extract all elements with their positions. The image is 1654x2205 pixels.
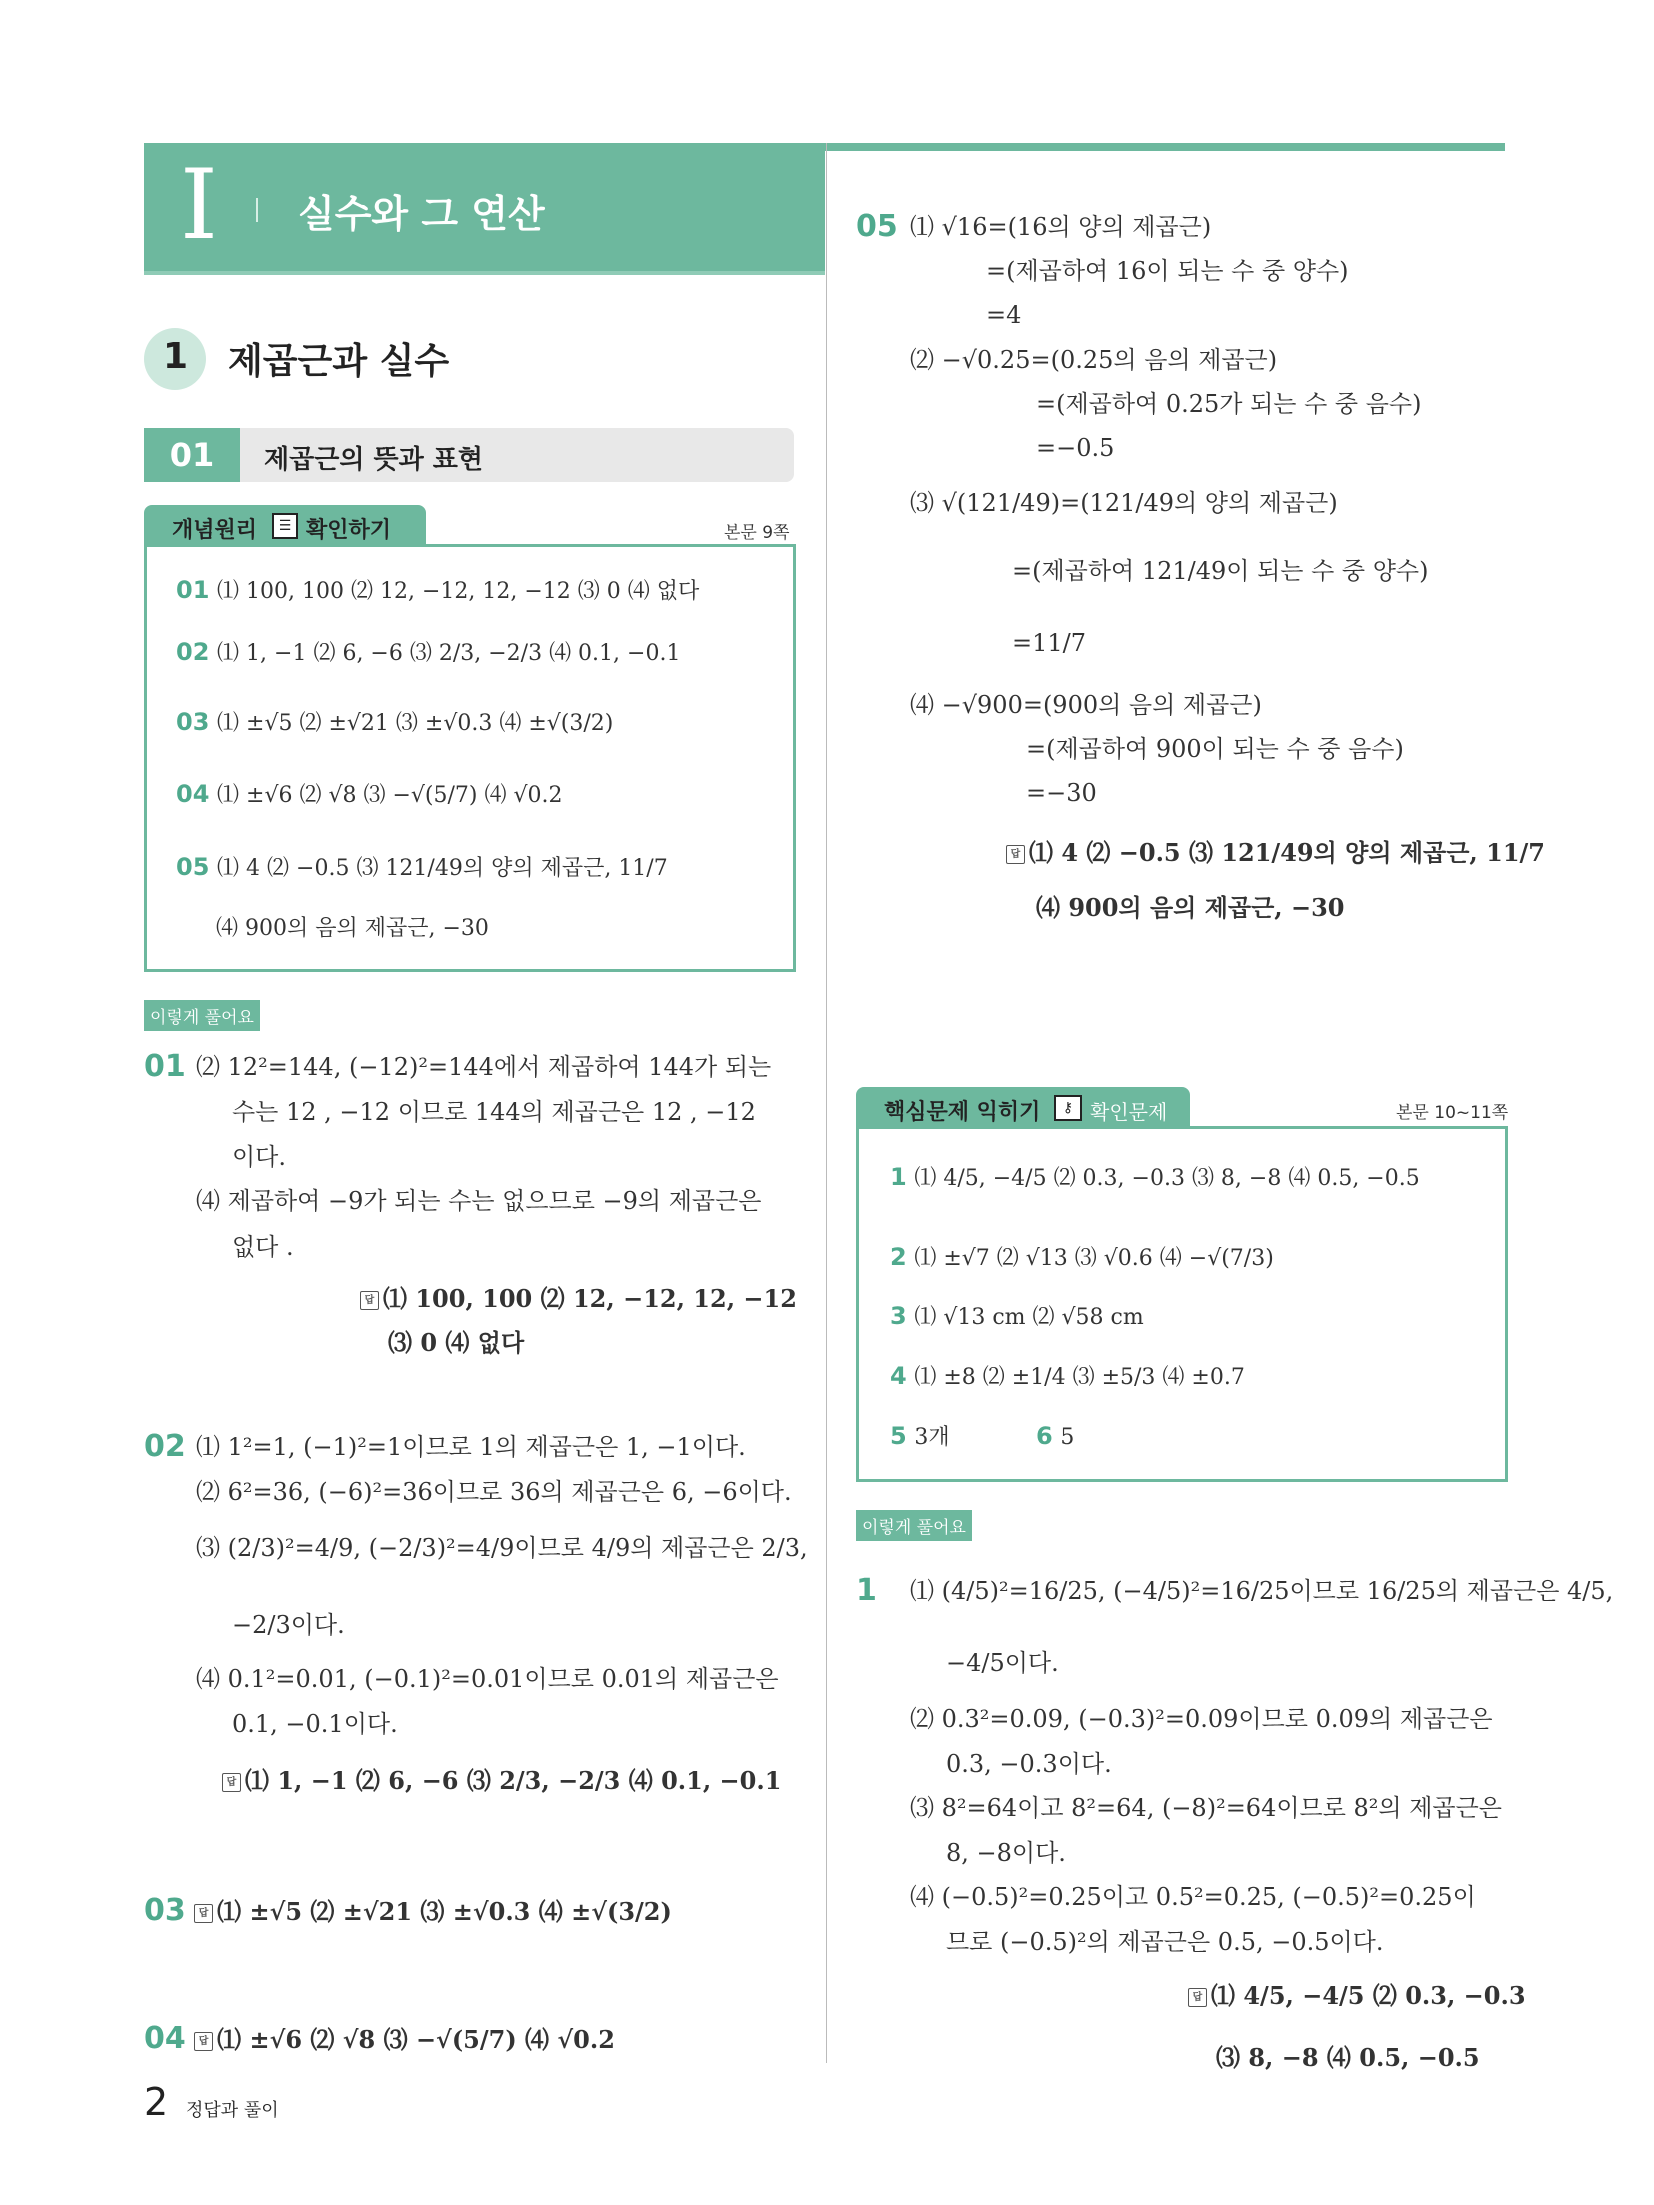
sol-01-l1: ⑵ 12²=144, (−12)²=144에서 제곱하여 144가 되는 <box>196 1053 772 1081</box>
core-line-4: 4 ⑴ ±8 ⑵ ±1/4 ⑶ ±5/3 ⑷ ±0.7 <box>890 1362 1245 1390</box>
r1-l7: ⑷ (−0.5)²=0.25이고 0.5²=0.25, (−0.5)²=0.25이 <box>910 1883 1476 1911</box>
sol-01-l2: 수는 12 , −12 이므로 144의 제곱근은 12 , −12 <box>232 1098 756 1126</box>
sol-02-l4: −2/3이다. <box>232 1611 345 1639</box>
r05-l8: =(제곱하여 121/49이 되는 수 중 양수) <box>1012 557 1429 585</box>
sol-02-l2: ⑵ 6²=36, (−6)²=36이므로 36의 제곱근은 6, −6이다. <box>196 1478 792 1506</box>
core-check-label: 확인문제 <box>1090 1100 1168 1124</box>
r05-l6: =−0.5 <box>1036 434 1115 462</box>
sol-02-ans: 답 ⑴ 1, −1 ⑵ 6, −6 ⑶ 2/3, −2/3 ⑷ 0.1, −0.1 <box>222 1766 781 1796</box>
footer-page-num: 2 <box>144 2080 169 2124</box>
r1-l2: −4/5이다. <box>946 1649 1059 1677</box>
r05-l1: ⑴ √16=(16의 양의 제곱근) <box>910 213 1212 241</box>
chapter-divider <box>256 198 258 222</box>
r05-l10: ⑷ −√900=(900의 음의 제곱근) <box>910 691 1262 719</box>
checklist-icon: ☰ <box>272 513 298 539</box>
sol-02-l1: ⑴ 1²=1, (−1)²=1이므로 1의 제곱근은 1, −1이다. <box>196 1433 746 1461</box>
core-label: 핵심문제 익히기 <box>884 1100 1041 1125</box>
answer-icon: 답 <box>194 1904 213 1923</box>
sol-01-l3: 이다. <box>232 1143 286 1171</box>
concept-page-ref: 본문 9쪽 <box>724 523 790 543</box>
concept-line-05: 05 ⑴ 4 ⑵ −0.5 ⑶ 121/49의 양의 제곱근, 11/7 <box>176 853 668 881</box>
sol-02-l6: 0.1, −0.1이다. <box>232 1710 398 1738</box>
concept-check-label: 확인하기 <box>306 518 392 543</box>
r05-l11: =(제곱하여 900이 되는 수 중 음수) <box>1026 735 1404 763</box>
chapter-roman: I <box>180 149 218 261</box>
concept-line-03: 03 ⑴ ±√5 ⑵ ±√21 ⑶ ±√0.3 ⑷ ±√(3/2) <box>176 708 614 736</box>
section-num: 1 <box>163 336 189 377</box>
answer-icon: 답 <box>1006 845 1025 864</box>
r1-l4: 0.3, −0.3이다. <box>946 1750 1112 1778</box>
concept-line-01: 01 ⑴ 100, 100 ⑵ 12, −12, 12, −12 ⑶ 0 ⑷ 없다 <box>176 576 700 604</box>
r05-ans1: 답 ⑴ 4 ⑵ −0.5 ⑶ 121/49의 양의 제곱근, 11/7 <box>1006 838 1545 868</box>
r1-l5: ⑶ 8²=64이고 8²=64, (−8)²=64이므로 8²의 제곱근은 <box>910 1794 1502 1822</box>
core-line-6: 6 5 <box>1036 1422 1075 1450</box>
sol-01-ans1: 답 ⑴ 100, 100 ⑵ 12, −12, 12, −12 <box>360 1284 797 1314</box>
answer-icon: 답 <box>360 1291 379 1310</box>
sol-02-l3: ⑶ (2/3)²=4/9, (−2/3)²=4/9이므로 4/9의 제곱근은 2/3, <box>196 1534 808 1562</box>
r1-n: 1 <box>856 1573 877 1608</box>
r1-ans1: 답 ⑴ 4/5, −4/5 ⑵ 0.3, −0.3 <box>1188 1981 1526 2011</box>
chapter-header <box>144 143 825 275</box>
top-rule <box>825 143 1505 151</box>
solve-label-right: 이렇게 풀어요 <box>856 1510 972 1541</box>
r1-ans2: ⑶ 8, −8 ⑷ 0.5, −0.5 <box>1216 2043 1480 2072</box>
r05-l4: ⑵ −√0.25=(0.25의 음의 제곱근) <box>910 346 1278 374</box>
subsection-num: 01 <box>144 428 240 482</box>
sol-04: 04 답 ⑴ ±√6 ⑵ √8 ⑶ −√(5/7) ⑷ √0.2 <box>144 2021 615 2056</box>
solve-label-left: 이렇게 풀어요 <box>144 1000 260 1031</box>
r05-l5: =(제곱하여 0.25가 되는 수 중 음수) <box>1036 390 1422 418</box>
column-divider <box>826 143 827 2063</box>
answer-icon: 답 <box>194 2032 213 2051</box>
sol-01-l4: ⑷ 제곱하여 −9가 되는 수는 없으므로 −9의 제곱근은 <box>196 1187 762 1215</box>
sol-02-l5: ⑷ 0.1²=0.01, (−0.1)²=0.01이므로 0.01의 제곱근은 <box>196 1665 779 1693</box>
concept-label: 개념원리 <box>172 518 258 543</box>
section-title: 제곱근과 실수 <box>228 341 450 382</box>
answer-icon: 답 <box>1188 1988 1207 2007</box>
core-line-2: 2 ⑴ ±√7 ⑵ √13 ⑶ √0.6 ⑷ −√(7/3) <box>890 1243 1274 1271</box>
r1-l6: 8, −8이다. <box>946 1839 1066 1867</box>
r05-l2: =(제곱하여 16이 되는 수 중 양수) <box>986 257 1349 285</box>
sol-01-ans2: ⑶ 0 ⑷ 없다 <box>388 1328 525 1357</box>
section-badge <box>144 328 206 390</box>
core-line-1: 1 ⑴ 4/5, −4/5 ⑵ 0.3, −0.3 ⑶ 8, −8 ⑷ 0.5, −0.5 <box>890 1163 1420 1191</box>
r05-l7: ⑶ √(121/49)=(121/49의 양의 제곱근) <box>910 489 1338 517</box>
core-page-ref: 본문 10~11쪽 <box>1396 1103 1509 1123</box>
sol-01-l5: 없다 . <box>232 1233 294 1261</box>
concept-tab <box>144 505 426 545</box>
r05-n: 05 <box>856 209 898 244</box>
r05-l9: =11/7 <box>1012 629 1087 657</box>
r1-l8: 므로 (−0.5)²의 제곱근은 0.5, −0.5이다. <box>946 1928 1384 1956</box>
subsection-title: 제곱근의 뜻과 표현 <box>264 445 484 475</box>
r05-ans2: ⑷ 900의 음의 제곱근, −30 <box>1036 893 1345 922</box>
concept-line-05b: ⑷ 900의 음의 제곱근, −30 <box>216 916 489 941</box>
r05-l12: =−30 <box>1026 779 1097 807</box>
concept-line-02: 02 ⑴ 1, −1 ⑵ 6, −6 ⑶ 2/3, −2/3 ⑷ 0.1, −0.1 <box>176 638 681 666</box>
concept-line-04: 04 ⑴ ±√6 ⑵ √8 ⑶ −√(5/7) ⑷ √0.2 <box>176 780 563 808</box>
chapter-title: 실수와 그 연산 <box>298 192 545 236</box>
sol-03: 03 답 ⑴ ±√5 ⑵ ±√21 ⑶ ±√0.3 ⑷ ±√(3/2) <box>144 1893 672 1928</box>
r05-l3: =4 <box>986 301 1022 329</box>
core-line-3: 3 ⑴ √13 cm ⑵ √58 cm <box>890 1302 1144 1330</box>
footer-label: 정답과 풀이 <box>186 2100 279 2121</box>
sol-02-n: 02 <box>144 1429 186 1464</box>
answer-icon: 답 <box>222 1773 241 1792</box>
sol-01-n: 01 <box>144 1049 186 1084</box>
core-tab <box>856 1087 1190 1127</box>
core-line-5: 5 3개 <box>890 1422 950 1450</box>
r1-l3: ⑵ 0.3²=0.09, (−0.3)²=0.09이므로 0.09의 제곱근은 <box>910 1705 1493 1733</box>
subsection-bar <box>144 428 794 482</box>
key-icon: ⚷ <box>1054 1095 1082 1121</box>
r1-l1: ⑴ (4/5)²=16/25, (−4/5)²=16/25이므로 16/25의 제곱근은 4/5, <box>910 1577 1614 1605</box>
concept-box <box>144 544 796 972</box>
